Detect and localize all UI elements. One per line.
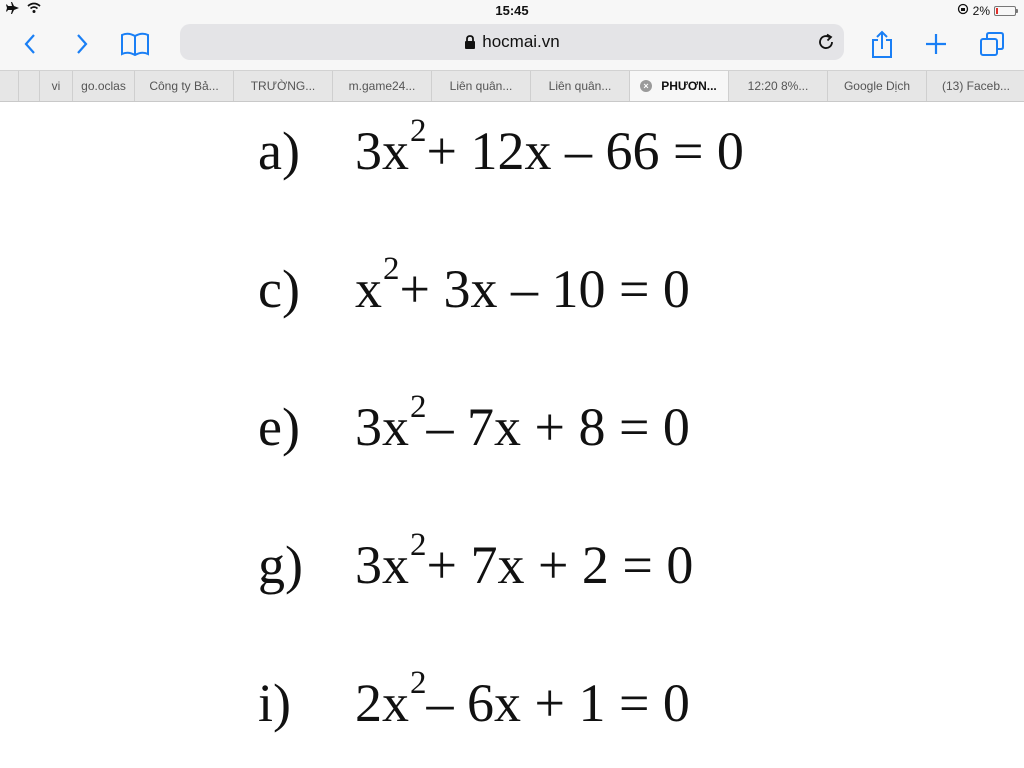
battery-fill	[996, 8, 998, 14]
status-right	[957, 3, 1016, 18]
tab-edge	[0, 71, 19, 101]
lock-icon	[464, 35, 476, 49]
tab-label: PHƯƠN...	[661, 79, 717, 93]
equation-exponent: 2	[410, 665, 427, 701]
tab[interactable]: go.oclas	[73, 71, 135, 102]
battery-percent: 2%	[972, 3, 990, 18]
tab[interactable]: vi	[40, 71, 73, 102]
tab[interactable]: Liên quân...	[531, 71, 630, 102]
equation-rest: + 3x – 10 = 0	[399, 259, 690, 319]
equation-exponent: 2	[410, 113, 427, 149]
tab[interactable]: Liên quân...	[432, 71, 531, 102]
equation-term: x	[355, 259, 382, 319]
url-text: hocmai.vn	[482, 32, 560, 51]
tab[interactable]: m.game24...	[333, 71, 432, 102]
tabs-icon[interactable]	[974, 26, 1010, 62]
tab-active[interactable]	[630, 71, 729, 102]
tab[interactable]: (13) Faceb...	[927, 71, 1024, 102]
tab[interactable]: Google Dịch	[828, 71, 927, 102]
equation-a	[258, 113, 744, 200]
reload-icon[interactable]	[816, 32, 836, 52]
browser-toolbar	[0, 20, 1024, 70]
equation-label: e)	[258, 397, 300, 457]
equation-rest: + 7x + 2 = 0	[426, 535, 694, 595]
equation-term: 2x	[355, 673, 409, 733]
equation-label: c)	[258, 259, 300, 319]
equation-g	[258, 527, 694, 614]
tab[interactable]: 12:20 8%...	[729, 71, 828, 102]
tab-edge	[19, 71, 40, 101]
battery-icon	[994, 6, 1016, 16]
tab[interactable]: TRƯỜNG...	[234, 71, 333, 102]
equation-label: g)	[258, 535, 303, 595]
share-icon[interactable]	[864, 26, 900, 62]
equation-label: a)	[258, 121, 300, 181]
forward-icon[interactable]	[64, 26, 100, 62]
close-icon[interactable]: ×	[640, 80, 652, 92]
bookmarks-icon[interactable]	[117, 26, 153, 62]
equation-term: 3x	[355, 535, 409, 595]
equation-label: i)	[258, 673, 291, 733]
equation-rest: + 12x – 66 = 0	[426, 121, 744, 181]
address-bar[interactable]	[180, 24, 844, 60]
equation-term: 3x	[355, 397, 409, 457]
tab-strip	[0, 70, 1024, 102]
equation-e	[258, 389, 690, 476]
equation-rest: – 7x + 8 = 0	[426, 397, 690, 457]
equation-rest: – 6x + 1 = 0	[426, 673, 690, 733]
status-bar	[0, 0, 1024, 20]
status-time: 15:45	[495, 3, 529, 18]
equation-exponent: 2	[410, 389, 427, 425]
tab[interactable]: Công ty Bả...	[135, 71, 234, 102]
equation-exponent: 2	[383, 251, 400, 287]
orientation-lock-icon	[957, 3, 969, 18]
back-icon[interactable]	[12, 26, 48, 62]
equation-term: 3x	[355, 121, 409, 181]
equation-c	[258, 251, 690, 338]
equation-i	[258, 665, 690, 752]
equation-exponent: 2	[410, 527, 427, 563]
new-tab-icon[interactable]	[918, 26, 954, 62]
page-content	[0, 102, 1024, 768]
